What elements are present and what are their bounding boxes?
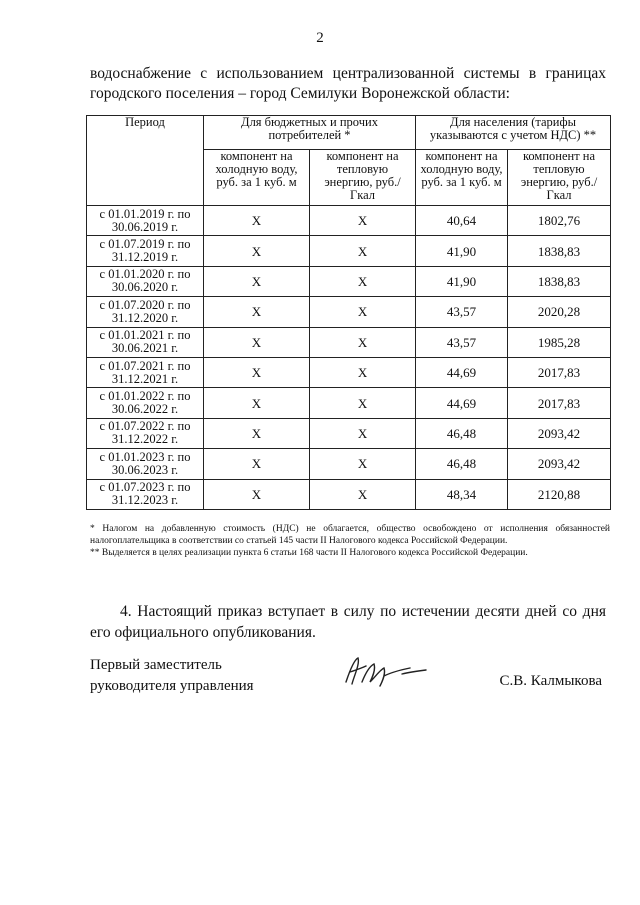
budget-cold-water-cell: Х [204,357,310,387]
period-cell: с 01.01.2019 г. по 30.06.2019 г. [87,206,204,236]
table-row [87,266,611,296]
population-cold-water-cell: 44,69 [416,388,508,418]
period-cell: с 01.01.2020 г. по 30.06.2020 г. [87,266,204,296]
period-cell: с 01.07.2019 г. по 31.12.2019 г. [87,236,204,266]
clause-4-paragraph: 4. Настоящий приказ вступает в силу по истечении десяти дней со дня его официального опубликования. [90,603,606,641]
population-heat-cell: 2093,42 [508,418,611,448]
table-row [87,327,611,357]
period-cell: с 01.07.2020 г. по 31.12.2020 г. [87,297,204,327]
budget-cold-water-cell: Х [204,327,310,357]
budget-heat-cell: Х [310,388,416,418]
signer-title-line-1: Первый заместитель [90,657,222,673]
period-cell: с 01.07.2023 г. по 31.12.2023 г. [87,479,204,509]
tariff-table [86,115,611,510]
page-number: 2 [316,30,324,46]
population-cold-water-cell: 43,57 [416,327,508,357]
budget-cold-water-cell: Х [204,418,310,448]
population-cold-water-cell: 46,48 [416,418,508,448]
population-cold-water-cell: 41,90 [416,266,508,296]
header-period: Период [87,116,204,206]
table-row [87,236,611,266]
handwritten-signature [340,652,430,692]
budget-heat-cell: Х [310,297,416,327]
budget-heat-cell: Х [310,449,416,479]
budget-cold-water-cell: Х [204,206,310,236]
period-cell: с 01.01.2023 г. по 30.06.2023 г. [87,449,204,479]
budget-cold-water-cell: Х [204,297,310,327]
population-cold-water-cell: 44,69 [416,357,508,387]
population-heat-cell: 2093,42 [508,449,611,479]
header-population-group: Для населения (тарифы указываются с учетом НДС) ** [416,116,611,150]
footnotes [90,523,610,559]
table-row [87,206,611,236]
population-heat-cell: 1985,28 [508,327,611,357]
budget-heat-cell: Х [310,266,416,296]
footnote-vat-allocated: ** Выделяется в целях реализации пункта 6 статьи 168 части II Налогового кодекса Российской Федерации. [90,548,528,558]
budget-cold-water-cell: Х [204,266,310,296]
population-heat-cell: 2017,83 [508,388,611,418]
period-cell: с 01.01.2022 г. по 30.06.2022 г. [87,388,204,418]
table-row [87,479,611,509]
table-header-row [87,116,611,150]
budget-cold-water-cell: Х [204,236,310,266]
subheader-budget-heat: компонент на тепловую энергию, руб./Гкал [310,150,416,206]
signer-title-line-2: руководителя управления [90,678,254,694]
population-heat-cell: 2020,28 [508,297,611,327]
population-cold-water-cell: 40,64 [416,206,508,236]
budget-heat-cell: Х [310,236,416,266]
subheader-population-heat: компонент на тепловую энергию, руб./Гкал [508,150,611,206]
table-row [87,418,611,448]
population-cold-water-cell: 48,34 [416,479,508,509]
period-cell: с 01.07.2021 г. по 31.12.2021 г. [87,357,204,387]
intro-paragraph: водоснабжение с использованием централизованной системы в границах городского поселения – город Семилуки Воронежской области: [90,65,606,102]
table-row [87,297,611,327]
budget-cold-water-cell: Х [204,479,310,509]
subheader-budget-cold-water: компонент на холодную воду, руб. за 1 куб. м [204,150,310,206]
subheader-population-cold-water: компонент на холодную воду, руб. за 1 куб. м [416,150,508,206]
budget-heat-cell: Х [310,479,416,509]
population-heat-cell: 2120,88 [508,479,611,509]
period-cell: с 01.01.2021 г. по 30.06.2021 г. [87,327,204,357]
footnote-vat-exempt: * Налогом на добавленную стоимость (НДС) не облагается, общество освобождено от исполнения обязанностей налогоплательщика в соответствии со статьей 145 части II Налогового кодекса Российской Федерации. [90,524,610,546]
population-cold-water-cell: 41,90 [416,236,508,266]
population-heat-cell: 1838,83 [508,266,611,296]
population-heat-cell: 1802,76 [508,206,611,236]
budget-heat-cell: Х [310,418,416,448]
signer-title [90,655,254,697]
signer-name: С.В. Калмыкова [499,673,602,689]
table-row [87,388,611,418]
budget-heat-cell: Х [310,206,416,236]
budget-heat-cell: Х [310,357,416,387]
budget-heat-cell: Х [310,327,416,357]
population-heat-cell: 2017,83 [508,357,611,387]
population-cold-water-cell: 43,57 [416,297,508,327]
population-heat-cell: 1838,83 [508,236,611,266]
header-budget-group: Для бюджетных и прочих потребителей * [204,116,416,150]
population-cold-water-cell: 46,48 [416,449,508,479]
period-cell: с 01.07.2022 г. по 31.12.2022 г. [87,418,204,448]
budget-cold-water-cell: Х [204,388,310,418]
budget-cold-water-cell: Х [204,449,310,479]
table-row [87,449,611,479]
table-row [87,357,611,387]
